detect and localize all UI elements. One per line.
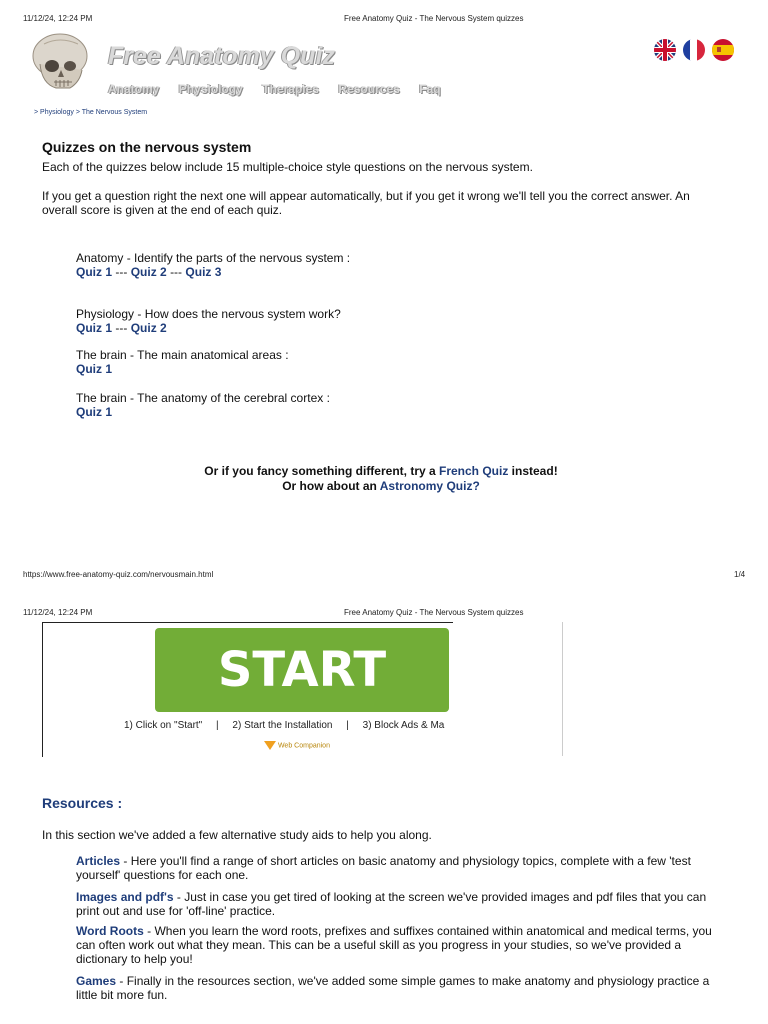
intro-text: Each of the quizzes below include 15 multiple-choice style questions on the nervous system. (42, 160, 533, 174)
resource-item (76, 890, 716, 918)
resource-item (76, 924, 716, 966)
quiz-links-row (76, 362, 112, 376)
quiz-separator: --- (115, 265, 128, 279)
print-page-number: 1/4 (734, 570, 746, 579)
quiz-group-label: The brain - The main anatomical areas : (76, 348, 289, 362)
quiz-link[interactable]: Quiz 1 (76, 405, 113, 419)
resources-heading: Resources : (42, 795, 123, 811)
print-datetime: 11/12/24, 12:24 PM (23, 14, 93, 23)
print-title: Free Anatomy Quiz - The Nervous System quizzes (344, 608, 524, 617)
ad-brand-label: Web Companion (277, 742, 330, 750)
skull-logo-icon[interactable] (30, 30, 92, 94)
resources-intro: In this section we've added a few alternative study aids to help you along. (42, 828, 432, 842)
ad-divider (562, 622, 563, 756)
resource-description: - When you learn the word roots, prefixes and suffixes contained within anatomical and medical terms, you can often work out what they mean. This can be a useful skill as you progress in your studies, so we've provided a dictionary to help you! (76, 924, 712, 966)
nav-physiology[interactable]: Physiology (178, 82, 243, 96)
breadcrumb[interactable]: > Physiology > The Nervous System (34, 109, 148, 116)
ad-start-button[interactable]: START (155, 628, 449, 712)
resource-description: - Here you'll find a range of short articles on basic anatomy and physiology topics, complete with a few 'test yourself' questions for each one. (76, 854, 691, 882)
quiz-link[interactable]: Quiz 3 (185, 265, 222, 279)
french-quiz-link[interactable]: French Quiz (439, 464, 509, 478)
quiz-links-row (76, 321, 167, 335)
nav-anatomy[interactable]: Anatomy (108, 82, 160, 96)
nav-resources[interactable]: Resources (338, 82, 400, 96)
alt-text: instead! (508, 464, 558, 478)
ad-step: 3) Block Ads & Ma (362, 720, 445, 731)
intro-text-2: If you get a question right the next one will appear automatically, but if you get it wrong we'll tell you the correct answer. An overall score is given at the end of each quiz. (42, 189, 690, 217)
articles-link[interactable]: Articles (76, 854, 121, 868)
resource-item (76, 854, 716, 882)
nav-therapies[interactable]: Therapies (262, 82, 319, 96)
french-flag-icon[interactable] (683, 39, 705, 61)
resource-description: - Finally in the resources section, we've added some simple games to make anatomy and physiology practice a little bit more fun. (76, 974, 710, 1002)
ad-steps (124, 720, 451, 731)
images-pdfs-link[interactable]: Images and pdf's (76, 890, 174, 904)
site-logo-title[interactable]: Free Anatomy Quiz (108, 42, 335, 70)
ad-brand[interactable] (264, 741, 330, 750)
print-datetime: 11/12/24, 12:24 PM (23, 608, 93, 617)
ad-step: 2) Start the Installation (232, 720, 333, 731)
spanish-flag-icon[interactable] (712, 39, 734, 61)
quiz-link[interactable]: Quiz 2 (130, 321, 167, 335)
quiz-group-label: Physiology - How does the nervous system work? (76, 307, 341, 321)
ad-step: 1) Click on "Start" (124, 720, 203, 731)
quiz-separator: --- (170, 265, 183, 279)
main-nav (108, 80, 456, 98)
web-companion-logo-icon (264, 741, 276, 750)
quiz-links-row (76, 405, 112, 419)
english-flag-icon[interactable] (654, 39, 676, 61)
alt-text: Or how about an (282, 479, 380, 493)
resource-description: - Just in case you get tired of looking at the screen we've provided images and pdf files that you can print out and use for 'off-line' practice. (76, 890, 707, 918)
ad-step-divider: | (346, 720, 349, 731)
quiz-link[interactable]: Quiz 1 (76, 265, 113, 279)
alt-quiz-line-2 (0, 479, 762, 494)
print-url: https://www.free-anatomy-quiz.com/nervousmain.html (23, 570, 214, 579)
quiz-group-label: The brain - The anatomy of the cerebral cortex : (76, 391, 330, 405)
quiz-link[interactable]: Quiz 1 (76, 362, 113, 376)
quiz-link[interactable]: Quiz 1 (76, 321, 113, 335)
quiz-link[interactable]: Quiz 2 (130, 265, 167, 279)
games-link[interactable]: Games (76, 974, 117, 988)
print-title: Free Anatomy Quiz - The Nervous System quizzes (344, 14, 524, 23)
alt-text: Or if you fancy something different, try a (204, 464, 439, 478)
astronomy-quiz-link[interactable]: Astronomy Quiz? (379, 479, 480, 493)
quiz-group-label: Anatomy - Identify the parts of the nervous system : (76, 251, 351, 265)
page-heading: Quizzes on the nervous system (42, 139, 252, 155)
ad-step-divider: | (216, 720, 219, 731)
nav-faq[interactable]: Faq (419, 82, 441, 96)
quiz-separator: --- (115, 321, 128, 335)
word-roots-link[interactable]: Word Roots (76, 924, 144, 938)
quiz-links-row (76, 265, 221, 279)
alt-quiz-line-1 (0, 464, 762, 479)
resource-item (76, 974, 716, 1002)
